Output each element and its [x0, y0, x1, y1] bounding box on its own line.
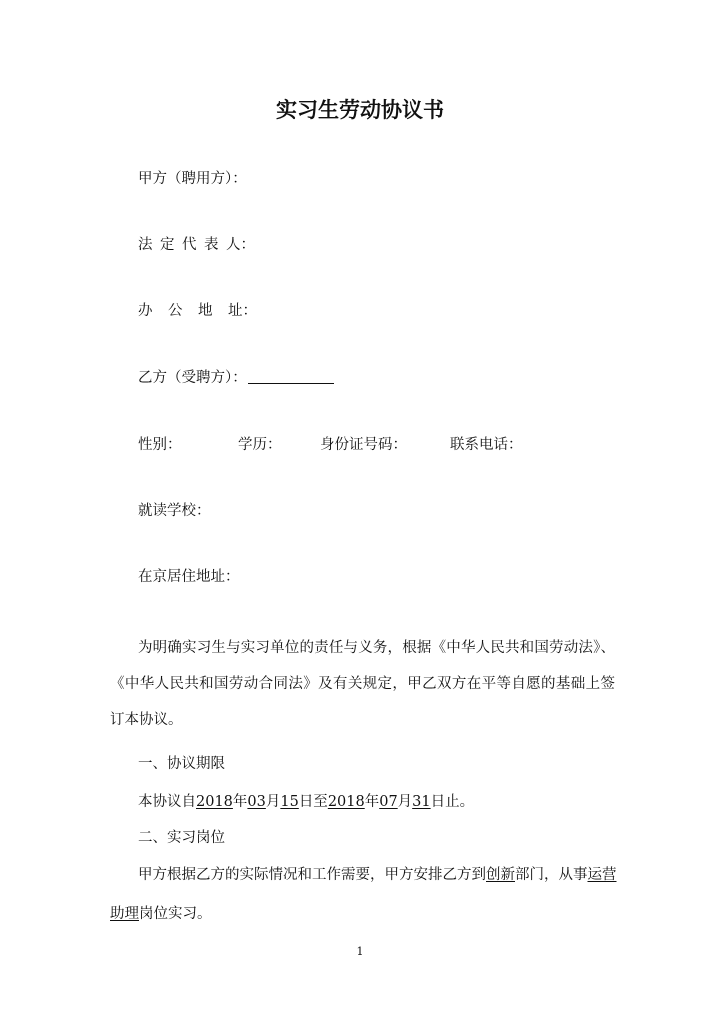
office-address-char: 公 — [168, 303, 183, 319]
term-year-char: 年 — [364, 794, 380, 810]
office-address-char: 地 — [198, 303, 213, 319]
section-1-heading: 一、协议期限 — [138, 756, 225, 772]
position-line-2 — [110, 902, 212, 923]
legal-representative-label — [138, 233, 255, 254]
phone-label: 联系电话： — [450, 437, 523, 453]
position-line-1 — [138, 863, 617, 884]
legal-rep-char: 人： — [226, 237, 255, 253]
section-2-heading: 二、实习岗位 — [138, 830, 225, 846]
term-prefix: 本协议自 — [138, 794, 196, 810]
term-start-day: 15 — [280, 794, 299, 810]
legal-rep-char: 定 — [160, 237, 175, 253]
position-prefix: 甲方根据乙方的实际情况和工作需要，甲方安排乙方到 — [138, 867, 486, 883]
legal-rep-char: 表 — [204, 237, 219, 253]
office-address-char: 办 — [138, 303, 153, 319]
position-middle: 部门，从事 — [515, 867, 588, 883]
office-address-label — [138, 299, 257, 320]
school-label: 就读学校： — [138, 503, 211, 519]
party-b-row — [138, 366, 334, 387]
position-role-part-1: 运营 — [587, 867, 617, 883]
term-year-char: 年 — [232, 794, 248, 810]
id-number-label: 身份证号码： — [320, 437, 407, 453]
term-end-year: 2018 — [327, 794, 365, 810]
intro-paragraph: 为明确实习生与实习单位的责任与义务，根据《中华人民共和国劳动法》、《中华人民共和国劳动合同法》及有关规定，甲乙双方在平等自愿的基础上签订本协议。 — [110, 640, 615, 728]
term-suffix: 日止。 — [430, 794, 475, 810]
education-label: 学历： — [238, 437, 282, 453]
residence-label: 在京居住地址： — [138, 569, 240, 585]
office-address-char: 址： — [228, 303, 257, 319]
term-start-month: 03 — [247, 794, 266, 810]
term-day-to: 日至 — [298, 794, 328, 810]
legal-rep-char: 法 — [138, 237, 153, 253]
party-b-label: 乙方（受聘方）： — [138, 370, 247, 386]
position-role-part-2: 助理 — [110, 906, 139, 922]
legal-rep-char: 代 — [182, 237, 197, 253]
term-end-day: 31 — [412, 794, 431, 810]
term-end-month: 07 — [379, 794, 398, 810]
page-number: 1 — [356, 945, 364, 958]
document-title: 实习生劳动协议书 — [276, 97, 444, 122]
position-department: 创新 — [486, 867, 515, 883]
term-sentence — [138, 790, 474, 811]
party-a-label: 甲方（聘用方）： — [138, 171, 247, 187]
gender-label: 性别： — [138, 437, 182, 453]
term-month-char: 月 — [265, 794, 281, 810]
position-suffix: 岗位实习。 — [139, 906, 212, 922]
term-start-year: 2018 — [196, 794, 233, 810]
party-b-blank-line — [248, 369, 334, 384]
term-month-char: 月 — [397, 794, 413, 810]
